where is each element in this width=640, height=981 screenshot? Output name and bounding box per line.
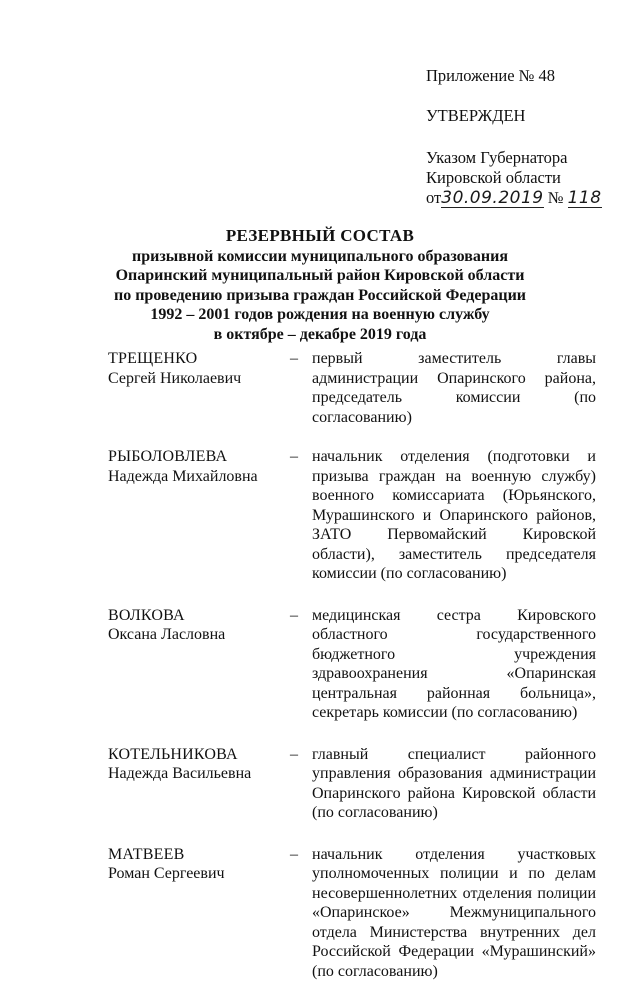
title-line-2: Опаринский муниципальный район Кировской области	[60, 266, 580, 286]
handwritten-number: 118	[568, 188, 602, 208]
member-name	[108, 745, 288, 823]
member-surname: КОТЕЛЬНИКОВА	[108, 745, 288, 765]
member-surname: РЫБОЛОВЛЕВА	[108, 447, 288, 467]
member-role: медицинская сестра Кировского областного государственного бюджетного учреждения здравоохранения «Опаринская центральная районная больница», секретарь комиссии (по согласованию)	[312, 606, 596, 723]
document-title-block	[60, 226, 580, 344]
member-surname: ТРЕЩЕНКО	[108, 349, 288, 369]
member-dash: –	[288, 845, 312, 981]
member-given-names: Роман Сергеевич	[108, 864, 288, 884]
approval-stamp-block	[426, 66, 626, 208]
member-name	[108, 845, 288, 981]
member-role: начальник отделения участковых уполномоченных полиции и по делам несовершеннолетних отделения полиции «Опаринское» Межмуниципального отдела Министерства внутренних дел Российской Федерации «Мурашинский» (по согласованию)	[312, 845, 596, 981]
member-given-names: Надежда Михайловна	[108, 467, 288, 487]
member-role: главный специалист районного управления образования администрации Опаринского района Кировской области (по согласованию)	[312, 745, 596, 823]
member-name	[108, 447, 288, 584]
title-line-5: в октябре – декабре 2019 года	[60, 325, 580, 345]
member-surname: МАТВЕЕВ	[108, 845, 288, 865]
member-name	[108, 606, 288, 723]
member-dash: –	[288, 606, 312, 723]
approved-label: УТВЕРЖДЕН	[426, 106, 626, 126]
decree-date-number	[426, 188, 626, 208]
member-dash: –	[288, 349, 312, 427]
document-title: РЕЗЕРВНЫЙ СОСТАВ	[60, 226, 580, 246]
member-name	[108, 349, 288, 427]
member-entry	[108, 745, 596, 823]
number-prefix: №	[548, 188, 564, 207]
member-entry	[108, 349, 596, 427]
title-line-4: 1992 – 2001 годов рождения на военную службу	[60, 305, 580, 325]
appendix-number: Приложение № 48	[426, 66, 626, 86]
handwritten-date: 30.09.2019	[441, 188, 543, 208]
members-list	[108, 349, 596, 981]
member-given-names: Оксана Ласловна	[108, 625, 288, 645]
member-entry	[108, 845, 596, 981]
member-dash: –	[288, 447, 312, 584]
member-given-names: Сергей Николаевич	[108, 369, 288, 389]
member-given-names: Надежда Васильевна	[108, 764, 288, 784]
title-line-1: призывной комиссии муниципального образования	[60, 247, 580, 267]
title-line-3: по проведению призыва граждан Российской Федерации	[60, 286, 580, 306]
member-surname: ВОЛКОВА	[108, 606, 288, 626]
decree-issuer-line1: Указом Губернатора	[426, 148, 626, 168]
member-entry	[108, 606, 596, 723]
member-role: начальник отделения (подготовки и призыва граждан на военную службу) военного комиссариата (Юрьянского, Мурашинского и Опаринского районов, ЗАТО Первомайский Кировской области), заместитель председателя комиссии (по согласованию)	[312, 447, 596, 584]
member-role: первый заместитель главы администрации Опаринского района, председатель комиссии (по согласованию)	[312, 349, 596, 427]
member-entry	[108, 447, 596, 584]
decree-issuer-line2: Кировской области	[426, 168, 626, 188]
date-prefix: от	[426, 188, 441, 207]
member-dash: –	[288, 745, 312, 823]
